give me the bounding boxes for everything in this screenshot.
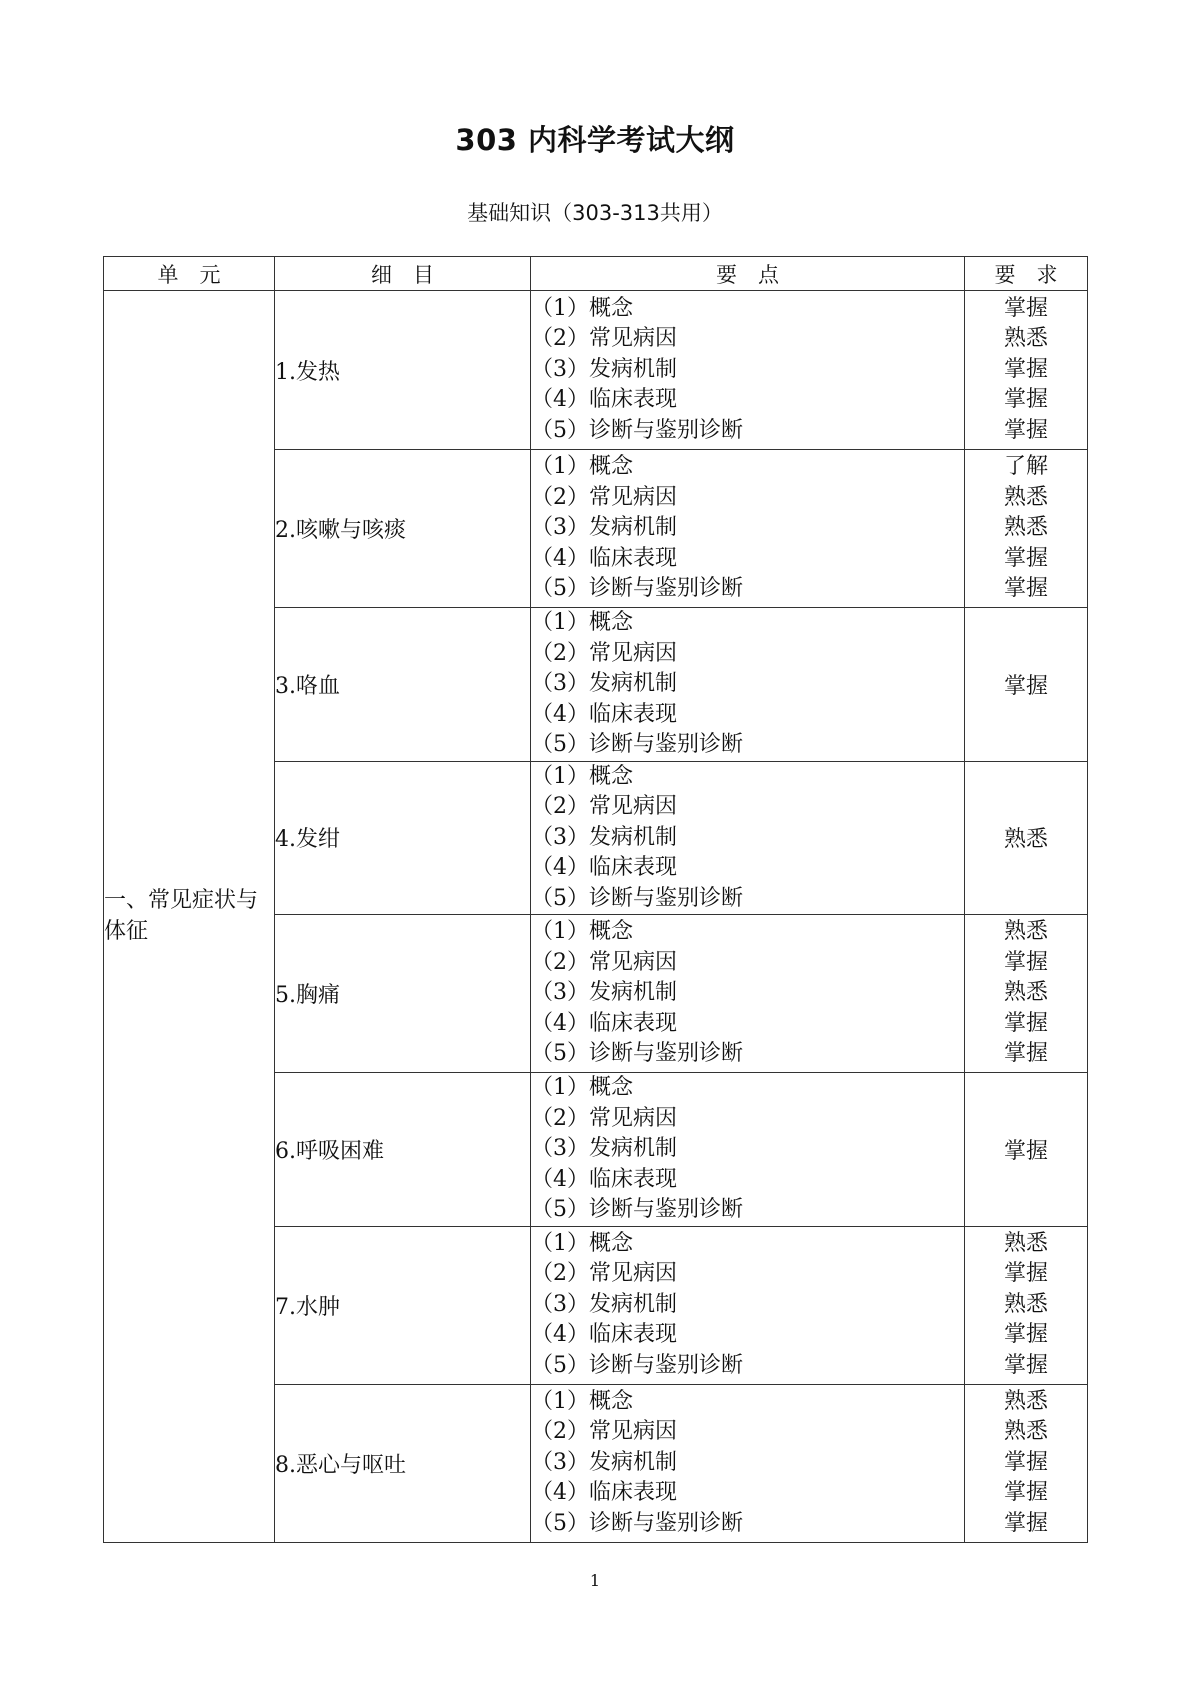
points-cell bbox=[531, 1384, 965, 1542]
point-item: （1）概念 bbox=[531, 295, 633, 321]
item-cell: 1.发热 bbox=[275, 291, 531, 450]
requirement-item: 掌握 bbox=[1003, 356, 1048, 382]
point-item: （3）发病机制 bbox=[531, 1136, 677, 1161]
point-item: （3）发病机制 bbox=[531, 671, 677, 696]
requirement-cell bbox=[965, 608, 1088, 762]
requirement-item: 掌握 bbox=[1003, 1138, 1048, 1164]
point-item: （4）临床表现 bbox=[531, 545, 677, 571]
requirement-item: 掌握 bbox=[1003, 576, 1048, 602]
point-item: （3）发病机制 bbox=[531, 824, 677, 850]
point-item: （1）概念 bbox=[531, 1075, 633, 1100]
header-requirement: 要 求 bbox=[965, 257, 1088, 291]
point-item: （1）概念 bbox=[531, 1388, 633, 1414]
points-cell bbox=[531, 291, 965, 450]
points-cell bbox=[531, 1226, 965, 1384]
requirement-cell bbox=[965, 1384, 1088, 1542]
requirement-item: 掌握 bbox=[1003, 295, 1048, 321]
point-item: （1）概念 bbox=[531, 919, 633, 945]
requirement-item: 掌握 bbox=[1003, 1041, 1048, 1067]
point-item: （5）诊断与鉴别诊断 bbox=[531, 1197, 743, 1222]
requirement-item: 熟悉 bbox=[1003, 326, 1048, 352]
point-item: （2）常见病因 bbox=[531, 1261, 677, 1287]
point-item: （4）临床表现 bbox=[531, 1322, 677, 1348]
requirement-item: 掌握 bbox=[1003, 1352, 1048, 1378]
point-item: （4）临床表现 bbox=[531, 701, 677, 727]
item-cell: 4.发绀 bbox=[275, 761, 531, 915]
requirement-cell bbox=[965, 450, 1088, 608]
point-item: （1）概念 bbox=[531, 610, 633, 635]
point-item: （5）诊断与鉴别诊断 bbox=[531, 576, 743, 602]
requirement-item: 掌握 bbox=[1003, 1261, 1048, 1287]
point-item: （4）临床表现 bbox=[531, 1166, 677, 1192]
requirement-cell bbox=[965, 915, 1088, 1073]
point-item: （2）常见病因 bbox=[531, 1419, 677, 1445]
point-item: （5）诊断与鉴别诊断 bbox=[531, 885, 743, 911]
requirement-cell bbox=[965, 761, 1088, 915]
item-cell: 8.恶心与呕吐 bbox=[275, 1384, 531, 1542]
syllabus-table bbox=[103, 256, 1088, 1543]
header-unit: 单 元 bbox=[104, 257, 275, 291]
requirement-item: 熟悉 bbox=[1003, 827, 1048, 853]
requirement-item: 掌握 bbox=[1003, 1480, 1048, 1506]
requirement-item: 熟悉 bbox=[1003, 1230, 1048, 1256]
document-subtitle: 基础知识（303-313共用） bbox=[467, 201, 723, 225]
requirement-item: 熟悉 bbox=[1003, 1419, 1048, 1445]
item-cell: 7.水肿 bbox=[275, 1226, 531, 1384]
point-item: （4）临床表现 bbox=[531, 855, 677, 880]
requirement-item: 掌握 bbox=[1003, 1510, 1048, 1536]
point-item: （5）诊断与鉴别诊断 bbox=[531, 1352, 743, 1378]
point-item: （2）常见病因 bbox=[531, 794, 677, 819]
header-points: 要 点 bbox=[531, 257, 965, 291]
point-item: （3）发病机制 bbox=[531, 1291, 677, 1317]
requirement-item: 了解 bbox=[1003, 454, 1048, 480]
requirement-item: 掌握 bbox=[1003, 417, 1048, 443]
point-item: （2）常见病因 bbox=[531, 640, 677, 666]
item-cell: 5.胸痛 bbox=[275, 915, 531, 1073]
document-title: 303 内科学考试大纲 bbox=[455, 123, 735, 157]
requirement-cell bbox=[965, 1226, 1088, 1384]
requirement-cell bbox=[965, 1073, 1088, 1227]
requirement-item: 熟悉 bbox=[1003, 1388, 1048, 1414]
point-item: （2）常见病因 bbox=[531, 949, 677, 975]
requirement-item: 熟悉 bbox=[1003, 919, 1048, 945]
points-cell bbox=[531, 1073, 965, 1227]
point-item: （3）发病机制 bbox=[531, 356, 677, 382]
point-item: （4）临床表现 bbox=[531, 1480, 677, 1506]
points-cell bbox=[531, 761, 965, 915]
point-item: （3）发病机制 bbox=[531, 515, 677, 541]
requirement-item: 掌握 bbox=[1003, 1449, 1048, 1475]
point-item: （5）诊断与鉴别诊断 bbox=[531, 1510, 743, 1536]
point-item: （5）诊断与鉴别诊断 bbox=[531, 417, 743, 443]
table-header-row bbox=[104, 257, 1088, 291]
header-item: 细 目 bbox=[275, 257, 531, 291]
requirement-item: 熟悉 bbox=[1003, 515, 1048, 541]
requirement-item: 掌握 bbox=[1003, 949, 1048, 975]
requirement-item: 掌握 bbox=[1003, 1322, 1048, 1348]
requirement-item: 掌握 bbox=[1003, 387, 1048, 413]
point-item: （5）诊断与鉴别诊断 bbox=[531, 1041, 743, 1067]
requirement-cell bbox=[965, 291, 1088, 450]
point-item: （4）临床表现 bbox=[531, 387, 677, 413]
page-number: 1 bbox=[589, 1571, 601, 1590]
item-cell: 6.呼吸困难 bbox=[275, 1073, 531, 1227]
point-item: （4）临床表现 bbox=[531, 1010, 677, 1036]
requirement-item: 掌握 bbox=[1003, 673, 1048, 699]
point-item: （1）概念 bbox=[531, 454, 633, 480]
requirement-item: 熟悉 bbox=[1003, 484, 1048, 510]
item-cell: 3.咯血 bbox=[275, 608, 531, 762]
point-item: （2）常见病因 bbox=[531, 1105, 677, 1131]
item-cell: 2.咳嗽与咳痰 bbox=[275, 450, 531, 608]
requirement-item: 熟悉 bbox=[1003, 1291, 1048, 1317]
requirement-item: 掌握 bbox=[1003, 1010, 1048, 1036]
point-item: （1）概念 bbox=[531, 1230, 633, 1256]
point-item: （2）常见病因 bbox=[531, 326, 677, 352]
point-item: （3）发病机制 bbox=[531, 1449, 677, 1475]
points-cell bbox=[531, 450, 965, 608]
point-item: （3）发病机制 bbox=[531, 980, 677, 1006]
requirement-item: 熟悉 bbox=[1003, 980, 1048, 1006]
point-item: （5）诊断与鉴别诊断 bbox=[531, 732, 743, 757]
table-body bbox=[104, 291, 1088, 1543]
points-cell bbox=[531, 915, 965, 1073]
point-item: （1）概念 bbox=[531, 763, 633, 789]
requirement-item: 掌握 bbox=[1003, 545, 1048, 571]
table-row bbox=[104, 291, 1088, 450]
point-item: （2）常见病因 bbox=[531, 484, 677, 510]
unit-cell: 一、常见症状与体征 bbox=[104, 291, 275, 1543]
points-cell bbox=[531, 608, 965, 762]
